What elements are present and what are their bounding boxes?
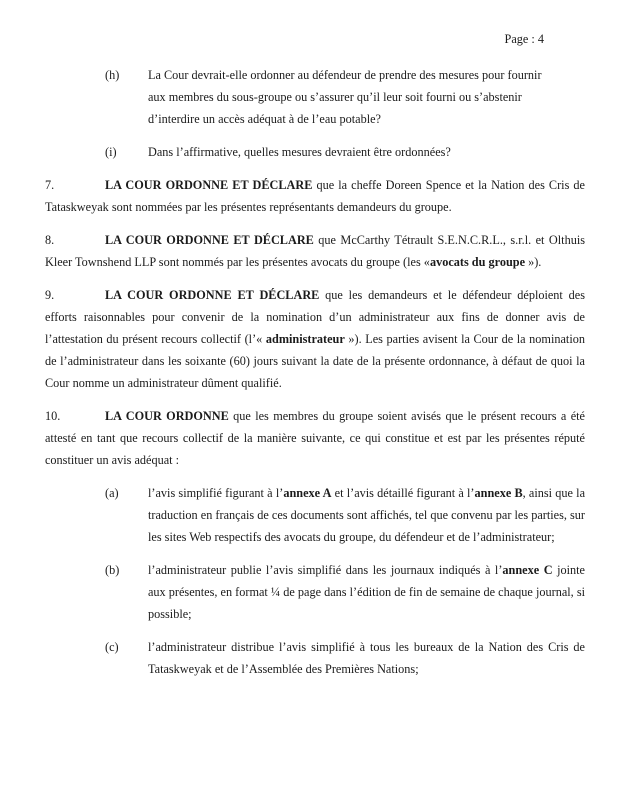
paragraph-label: 9. — [45, 288, 55, 302]
paragraph-text: LA COUR ORDONNE ET DÉCLARE que McCarthy Tétrault S.E.N.C.R.L., s.r.l. et Olthuis Kleer Townshend LLP sont nommés par les présentes avocats du groupe (les «avocats du groupe »). — [45, 233, 585, 269]
paragraph-8 — [45, 229, 585, 273]
paragraph-label: (b) — [105, 563, 120, 577]
paragraph-a — [105, 482, 586, 548]
paragraph-text: Dans l’affirmative, quelles mesures devraient être ordonnées? — [148, 145, 451, 159]
bold-text: LA COUR ORDONNE — [105, 409, 229, 423]
paragraph-text: LA COUR ORDONNE ET DÉCLARE que les demandeurs et le défendeur déploient des efforts raisonnables pour convenir de la nomination d’un administrateur aux fins de donner avis de l’attestation du présent recours collectif (l’« administrateur »). Les parties avisent la Cour de la nomination de l’administrateur dans les soixante (60) jours suivant la date de la présente ordonnance, à défaut de quoi la Cour nomme un administrateur dûment qualifié. — [45, 288, 585, 390]
paragraph-text: La Cour devrait-elle ordonner au défendeur de prendre des mesures pour fournir aux membres du sous-groupe ou s’assurer qu’il leur soit fourni ou s’abstenir d’interdire un accès adéquat à de l’eau potable? — [148, 68, 542, 126]
paragraph-label: 10. — [45, 409, 61, 423]
page-number-header: Page : 4 — [504, 32, 544, 46]
paragraph-b — [105, 559, 585, 625]
paragraph-text: l’avis simplifié figurant à l’annexe A et l’avis détaillé figurant à l’annexe B, ainsi que la traduction en français de ces documents sont affichés, tel que convenu par les parties, sur les sites Web respectifs des avocats du groupe, du défendeur et de l’administrateur; — [148, 486, 586, 544]
paragraph-c — [105, 636, 585, 680]
bold-text: annexe C — [502, 563, 553, 577]
paragraph-9 — [45, 284, 585, 394]
paragraph-text: LA COUR ORDONNE ET DÉCLARE que la cheffe Doreen Spence et la Nation des Cris de Tataskweyak sont nommées par les présentes représentants demandeurs du groupe. — [45, 178, 585, 214]
bold-text: LA COUR ORDONNE ET DÉCLARE — [105, 288, 320, 302]
bold-text: annexe A — [283, 486, 332, 500]
bold-text: avocats du groupe — [429, 255, 526, 269]
paragraph-label: (c) — [105, 640, 119, 654]
bold-text: annexe B — [474, 486, 523, 500]
paragraph-7 — [45, 174, 585, 218]
paragraph-text: LA COUR ORDONNE que les membres du groupe soient avisés que le présent recours a été attesté en tant que recours collectif de la manière suivante, ce qui constitue et est par les présentes réputé constituer un avis adéquat : — [45, 409, 585, 467]
paragraph-label: (a) — [105, 486, 119, 500]
paragraph-text: l’administrateur publie l’avis simplifié dans les journaux indiqués à l’annexe C jointe aux présentes, en format ¼ de page dans l’édition de fin de semaine de chaque journal, si possible; — [148, 563, 585, 621]
paragraph-i — [105, 141, 547, 163]
paragraph-text: l’administrateur distribue l’avis simplifié à tous les bureaux de la Nation des Cris de Tataskweyak et de l’Assemblée des Premières Nations; — [148, 640, 585, 676]
paragraph-label: 7. — [45, 178, 55, 192]
bold-text: administrateur — [265, 332, 345, 346]
paragraph-label: 8. — [45, 233, 55, 247]
paragraph-h — [105, 64, 547, 130]
bold-text: LA COUR ORDONNE ET DÉCLARE — [105, 178, 313, 192]
bold-text: LA COUR ORDONNE ET DÉCLARE — [105, 233, 314, 247]
paragraph-label: (i) — [105, 145, 117, 159]
document-body — [45, 64, 585, 680]
paragraph-10 — [45, 405, 585, 471]
paragraph-label: (h) — [105, 68, 120, 82]
